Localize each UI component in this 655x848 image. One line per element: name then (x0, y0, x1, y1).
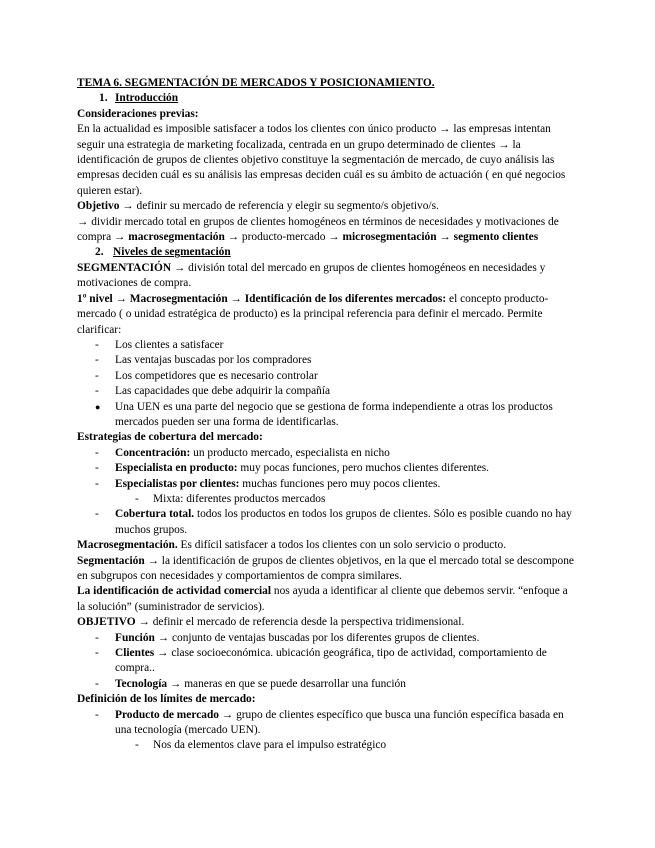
objetivo2-paragraph (77, 615, 577, 630)
document-title: TEMA 6. SEGMENTACIÓN DE MERCADOS Y POSICIONAMIENTO. (77, 77, 435, 89)
list-item (77, 631, 577, 646)
list-item (77, 677, 577, 692)
list-item-label: Función (115, 631, 155, 644)
list-item (77, 507, 577, 538)
dash-marker: - (135, 492, 139, 505)
list-item (77, 384, 577, 399)
limites-heading: Definición de los límites de mercado: (77, 693, 256, 706)
dash-marker: - (95, 462, 99, 475)
segmentacion2-paragraph (77, 554, 577, 585)
objetivo-paragraph (77, 199, 577, 214)
list-item-label: Clientes (115, 647, 155, 660)
list-item-text: todos los productos en todos los grupos de clientes. Sólo es posible cuando no hay muchos grupos. (115, 508, 572, 536)
segmentacion2-label: Segmentación (77, 554, 145, 567)
list-item (77, 353, 577, 368)
list-item (77, 446, 577, 461)
list-item (77, 477, 577, 492)
list-item-text: un producto mercado, especialista en nicho (190, 446, 390, 459)
list-item-label: Especialistas por clientes: (115, 477, 240, 490)
macroseg-paragraph (77, 538, 577, 553)
dash-marker: - (95, 338, 99, 351)
list-item (77, 369, 577, 384)
actividad-text: nos ayuda a identificar al cliente que debemos servir. “enfoque a la solución” (suministrador de servicios). (77, 585, 568, 613)
segment-term: segmento clientes (453, 231, 539, 244)
list-item-text: → conjunto de ventajas buscadas por los diferentes grupos de clientes. (154, 631, 480, 644)
list-item-text: Las ventajas buscadas por los compradores (115, 354, 312, 367)
dash-marker: - (95, 354, 99, 367)
list-item (77, 338, 577, 353)
list-subitem (77, 738, 577, 753)
list-item-label: Tecnología (115, 677, 168, 690)
list-item-text: Las capacidades que debe adquirir la compañía (115, 385, 331, 398)
list-item-text: muy pocas funciones, pero muchos clientes diferentes. (237, 462, 490, 475)
actividad-paragraph (77, 584, 577, 615)
list-item (77, 461, 577, 476)
document-page (77, 76, 577, 754)
list-item-text: → grupo de clientes específico que busca una función específica basada en una tecnología (mercado UEN). (115, 708, 564, 737)
arrow-text: → (436, 231, 454, 244)
micro-term: microsegmentación (342, 231, 437, 244)
segmentacion2-text: → la identificación de grupos de clientes objetivos, en la que el mercado total se descompone en subgrupos con necesidades y comportamientos de compra similares. (77, 554, 574, 582)
objetivo-line2-text: → dividir mercado total en grupos de clientes homogéneos en términos de necesidades y motivaciones de compra → (77, 215, 559, 244)
list-item-text: Nos da elementos clave para el impulso estratégico (153, 739, 387, 752)
list-item-text: muchas funciones pero muy pocos clientes. (239, 477, 441, 490)
section-number: 1. (99, 92, 108, 105)
list-item-text: → maneras en que se puede desarrollar una función (167, 677, 406, 690)
mid-text: → producto-mercado → (224, 231, 343, 244)
nivel1-paragraph (77, 292, 577, 338)
list-item-label: Cobertura total. (115, 508, 195, 521)
dash-marker: - (95, 677, 99, 690)
list-item-label: Producto de mercado (115, 708, 219, 721)
list-item-text: Una UEN es una parte del negocio que se gestiona de forma independiente a otras los productos mercados pueden ser una forma de identificarlas. (115, 400, 553, 428)
objetivo2-label: OBJETIVO (77, 616, 136, 629)
list-item (77, 708, 577, 739)
section-number: 2. (95, 246, 104, 259)
consideraciones-paragraph: En la actualidad es imposible satisfacer a todos los clientes con único producto → las empresas intentan seguir una estrategia de marketing focalizada, centrada en un grupo determinado de clientes → la identificación de grupos de clientes objetivo constituye la segmentación de mercado, de cuyo análisis las empresas deciden cuál es su análisis las empresas deciden cuál es su ámbito de actuación ( en qué negocios quieren estar). (77, 123, 566, 197)
dash-marker: - (95, 385, 99, 398)
nivel1-text: el concepto producto-mercado ( o unidad estratégica de producto) es la principal referencia para definir el mercado. Permite clarificar: (77, 292, 549, 336)
segmentacion-label: SEGMENTACIÓN (77, 261, 172, 274)
dash-marker: - (95, 647, 99, 660)
section-heading-introduccion (77, 91, 577, 106)
bullet-marker: ● (95, 401, 101, 412)
dash-marker: - (95, 708, 99, 721)
list-item-text: Los competidores que es necesario controlar (115, 369, 318, 382)
dash-marker: - (95, 631, 99, 644)
macro-term: macrosegmentación (128, 231, 225, 244)
list-item-label: Concentración: (115, 446, 191, 459)
objetivo-text: → definir su mercado de referencia y elegir su segmento/s objetivo/s. (119, 200, 439, 213)
list-item-bullet (77, 400, 577, 431)
nivel1-label: 1º nivel → Macrosegmentación → Identificación de los diferentes mercados: (77, 292, 447, 305)
list-item-text: Mixta: diferentes productos mercados (153, 492, 326, 505)
dash-marker: - (95, 446, 99, 459)
list-item-text: → clase socioeconómica. ubicación geográfica, tipo de actividad, comportamiento de compra.. (115, 647, 547, 675)
segmentacion-text: → división total del mercado en grupos de clientes homogéneos en necesidades y motivaciones de compra. (77, 261, 546, 290)
actividad-label: La identificación de actividad comercial (77, 585, 272, 598)
list-subitem (77, 492, 577, 507)
list-item-text: Los clientes a satisfacer (115, 338, 224, 351)
macroseg-label: Macrosegmentación. (77, 539, 178, 552)
section-label: Introducción (115, 92, 179, 105)
dash-marker: - (135, 739, 139, 752)
dash-marker: - (95, 508, 99, 521)
section-heading-niveles (77, 245, 577, 260)
segmentacion-paragraph (77, 261, 577, 292)
macroseg-text: Es difícil satisfacer a todos los clientes con un solo servicio o producto. (177, 539, 507, 552)
dash-marker: - (95, 369, 99, 382)
objetivo-line2 (77, 215, 577, 246)
objetivo2-text: → definir el mercado de referencia desde la perspectiva tridimensional. (135, 616, 465, 629)
list-item (77, 646, 577, 677)
objetivo-label: Objetivo (77, 200, 120, 213)
dash-marker: - (95, 477, 99, 490)
section-label: Niveles de segmentación (113, 246, 231, 259)
consideraciones-heading: Consideraciones previas: (77, 107, 199, 120)
estrategias-heading: Estrategias de cobertura del mercado: (77, 431, 263, 444)
list-item-label: Especialista en producto: (115, 462, 238, 475)
